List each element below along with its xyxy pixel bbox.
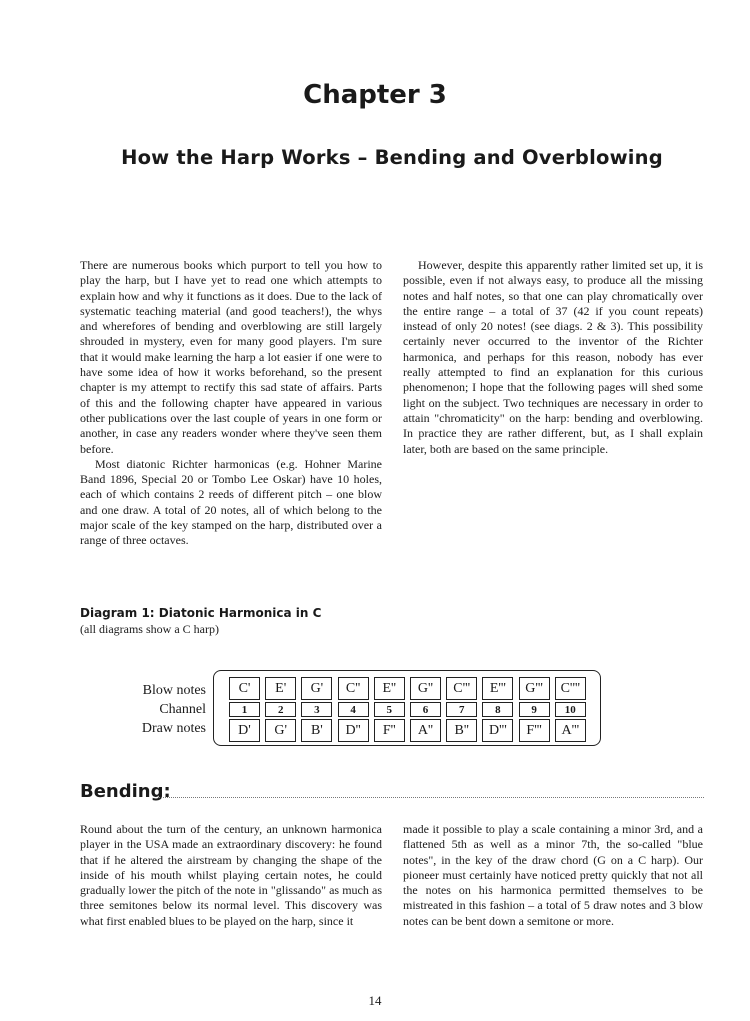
bending-paragraph-1: Round about the turn of the century, an unknown harmonica player in the USA made an extraordinary discovery: he found that if he altered the airstream by changing the shape of the inside of his mouth whilst playing certain notes, he could gradually lower the pitch of the note in "glissando" as much as three semitones below its normal level. This discovery was what first enabled blues to be played on the harp, since it	[80, 822, 382, 928]
channel-number-cell: 10	[555, 702, 586, 717]
blow-note-cell: E''	[374, 677, 405, 700]
bending-column-left	[80, 822, 382, 929]
blow-note-cell: C'	[229, 677, 260, 700]
channel-number-cell: 6	[410, 702, 441, 717]
diagram-title: Diagram 1: Diatonic Harmonica in C	[80, 606, 322, 620]
draw-note-cell: F'''	[519, 719, 550, 742]
draw-note-cell: B'	[301, 719, 332, 742]
channel-label: Channel	[159, 702, 206, 717]
intro-paragraph-3: However, despite this apparently rather limited set up, it is possible, even if not always easy, to produce all the missing notes and half notes, so that one can play chromatically over the entire range – a total of 37 (42 if you count repeats) instead of only 20 notes! (see diags. 2 & 3). This possibility certainly never occurred to the inventor of the Richter harmonica, and perhaps for this reason, nobody has ever really attempted to find an explanation for this curious phenomenon; I hope that the following pages will shed some light on the subject. Two techniques are necessary in order to attain "chromaticity" on the harp: bending and overblowing. In practice they are rather different, but, as I shall explain later, both are based on the same principle.	[403, 258, 703, 456]
blow-notes-label: Blow notes	[142, 683, 206, 698]
blow-note-cell: G'	[301, 677, 332, 700]
section-heading-bending: Bending:	[80, 781, 171, 802]
diagram-subtitle: (all diagrams show a C harp)	[80, 622, 219, 636]
section-rule	[159, 797, 704, 798]
intro-paragraph-1: There are numerous books which purport to tell you how to play the harp, but I have yet to read one which attempts to explain how and why it functions as it does. Due to the lack of systematic teaching material (and good teachers!), the whys and wherefores of bending and overblowing are still largely shrouded in mystery, even for many good players. I'm sure that it would make learning the harp a lot easier if one were to have some idea of how it works beforehand, so the present chapter is my attempt to rectify this sad state of affairs. Parts of this and the following chapter have appeared in various other publications over the last couple of years in one form or another, in case any readers wonder where they've seen them before.	[80, 258, 382, 456]
blow-note-cell: C'''	[446, 677, 477, 700]
bending-paragraph-2: made it possible to play a scale containing a minor 3rd, and a flattened 5th as well as a minor 7th, the so-called "blue notes", in the key of the draw chord (G on a C harp). Our pioneer must certainly have noticed pretty quickly that not all the notes on his harmonica permitted themselves to be mistreated in this fashion – a total of 5 draw notes and 3 blow notes can be bent down a semitone or more.	[403, 822, 703, 928]
blow-note-cell: G''	[410, 677, 441, 700]
blow-note-cell: C''	[338, 677, 369, 700]
draw-note-cell: A'''	[555, 719, 586, 742]
draw-note-cell: G'	[265, 719, 296, 742]
draw-note-cell: D'''	[482, 719, 513, 742]
blow-note-cell: C''''	[555, 677, 586, 700]
blow-note-cell: G'''	[519, 677, 550, 700]
blow-note-cell: E'	[265, 677, 296, 700]
blow-note-cell: E'''	[482, 677, 513, 700]
intro-column-left	[80, 258, 382, 549]
bending-column-right	[403, 822, 703, 929]
channel-number-cell: 4	[338, 702, 369, 717]
chapter-number: Chapter 3	[303, 80, 447, 110]
chapter-title: How the Harp Works – Bending and Overblowing	[121, 146, 663, 169]
draw-note-cell: F''	[374, 719, 405, 742]
draw-note-cell: D''	[338, 719, 369, 742]
channel-number-cell: 3	[301, 702, 332, 717]
draw-note-cell: D'	[229, 719, 260, 742]
channel-number-cell: 7	[446, 702, 477, 717]
channel-number-cell: 9	[519, 702, 550, 717]
channel-number-cell: 1	[229, 702, 260, 717]
draw-notes-label: Draw notes	[141, 721, 206, 736]
intro-paragraph-2: Most diatonic Richter harmonicas (e.g. Hohner Marine Band 1896, Special 20 or Tombo Lee Oskar) have 10 holes, each of which contains 2 reeds of different pitch – one blow and one draw. A total of 20 notes, all of which belong to the major scale of the key stamped on the harp, distributed over a range of three octaves.	[80, 456, 382, 548]
channel-number-cell: 8	[482, 702, 513, 717]
channel-number-cell: 5	[374, 702, 405, 717]
channel-number-cell: 2	[265, 702, 296, 717]
page-number: 14	[368, 993, 382, 1008]
draw-note-cell: A''	[410, 719, 441, 742]
draw-note-cell: B''	[446, 719, 477, 742]
intro-column-right	[403, 258, 703, 457]
